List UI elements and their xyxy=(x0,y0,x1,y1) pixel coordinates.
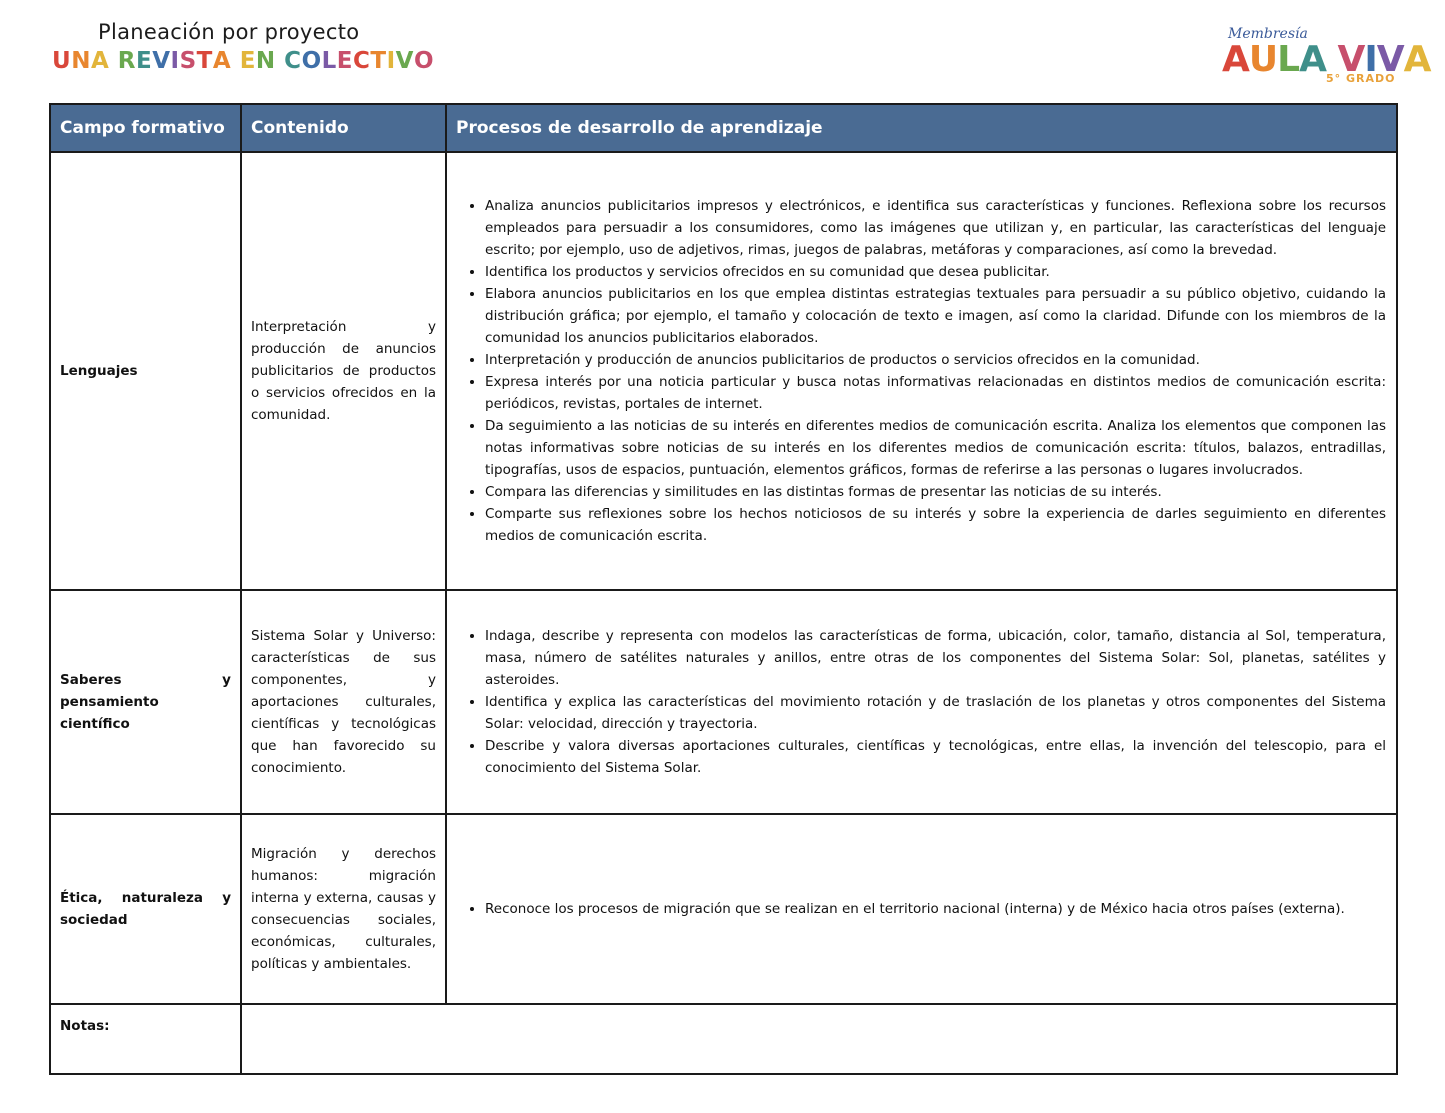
notas-label: Notas: xyxy=(50,1004,241,1074)
title-letter: I xyxy=(386,48,396,74)
notas-row xyxy=(50,1004,1397,1074)
procesos-list xyxy=(457,195,1386,547)
header-campo-formativo: Campo formativo xyxy=(50,104,241,152)
title-letter xyxy=(109,48,118,74)
page-subtitle: Planeación por proyecto xyxy=(98,20,360,44)
list-item: • Expresa interés por una noticia particular y busca notas informativas relacionadas en distintos medios de comunicación escrita: periódicos, revistas, portales de internet. xyxy=(485,371,1386,415)
list-item: • Identifica los productos y servicios ofrecidos en su comunidad que desea publicitar. xyxy=(485,261,1386,283)
title-letter xyxy=(231,48,240,74)
title-letter: O xyxy=(301,48,322,74)
title-letter: A xyxy=(212,48,232,74)
title-letter: E xyxy=(239,48,256,74)
logo-letter: I xyxy=(1364,39,1377,80)
table-row xyxy=(50,814,1397,1004)
title-letter: N xyxy=(71,48,91,74)
list-item: • Elabora anuncios publicitarios en los que emplea distintas estrategias textuales para persuadir a su público objetivo, cuidando la distribución gráfica; por ejemplo, el tamaño y colocación de texto e imagen, así como la claridad. Difunde con los miembros de la comunidad los anuncios publicitarios elaborados. xyxy=(485,283,1386,349)
procesos-cell xyxy=(446,590,1397,814)
title-block xyxy=(52,20,434,74)
title-letter: T xyxy=(196,48,213,74)
title-letter xyxy=(276,48,285,74)
title-letter: T xyxy=(370,48,387,74)
list-item: • Describe y valora diversas aportaciones culturales, científicas y tecnológicas, entre ellas, la invención del telescopio, para el conocimiento del Sistema Solar. xyxy=(485,735,1386,779)
title-letter: C xyxy=(353,48,371,74)
page-title xyxy=(52,48,434,74)
campo-cell: Lenguajes xyxy=(50,152,241,590)
list-item: • Comparte sus reflexiones sobre los hechos noticiosos de su interés y sobre la experiencia de darles seguimiento en diferentes medios de comunicación escrita. xyxy=(485,503,1386,547)
campo-cell: Saberes y pensamiento científico xyxy=(50,590,241,814)
procesos-cell xyxy=(446,814,1397,1004)
logo-letter: A xyxy=(1222,39,1249,80)
header-procesos: Procesos de desarrollo de aprendizaje xyxy=(446,104,1397,152)
list-item: • Analiza anuncios publicitarios impresos y electrónicos, e identifica sus características y funciones. Reflexiona sobre los recursos empleados para persuadir a los consumidores, como las imágenes que utilizan y, en particular, las características del lenguaje escrito; por ejemplo, uso de adjetivos, rimas, juegos de palabras, metáforas y comparaciones, así como la brevedad. xyxy=(485,195,1386,261)
campo-cell: Ética, naturaleza y sociedad xyxy=(50,814,241,1004)
aula-viva-logo xyxy=(1222,26,1431,88)
logo-letter: A xyxy=(1403,39,1431,80)
title-letter: V xyxy=(395,48,414,74)
procesos-cell xyxy=(446,152,1397,590)
table-header-row xyxy=(50,104,1397,152)
contenido-cell: Interpretación y producción de anuncios publicitarios de productos o servicios ofrecidos en la comunidad. xyxy=(241,152,446,590)
title-letter: E xyxy=(135,48,153,74)
list-item: • Interpretación y producción de anuncios publicitarios de productos o servicios ofrecidos en la comunidad. xyxy=(485,349,1386,371)
logo-letter: U xyxy=(1248,39,1278,80)
title-letter: V xyxy=(152,48,171,74)
logo-letter: V xyxy=(1337,39,1365,80)
title-letter: N xyxy=(255,48,276,74)
logo-letter: L xyxy=(1277,39,1300,80)
planning-table xyxy=(49,103,1398,1075)
list-item: • Reconoce los procesos de migración que se realizan en el territorio nacional (interna) y de México hacia otros países (externa). xyxy=(485,898,1386,920)
contenido-cell: Sistema Solar y Universo: características de sus componentes, y aportaciones culturales, científicas y tecnológicas que han favorecido su conocimiento. xyxy=(241,590,446,814)
logo-grade-text: 5° GRADO xyxy=(1326,72,1396,85)
logo-letter: V xyxy=(1376,39,1404,80)
table-row xyxy=(50,590,1397,814)
title-letter: L xyxy=(321,48,337,74)
table-row xyxy=(50,152,1397,590)
title-letter: R xyxy=(117,48,136,74)
title-letter: U xyxy=(52,48,72,74)
title-letter: C xyxy=(284,48,302,74)
title-letter: S xyxy=(179,48,197,74)
logo-membresia-text: Membresía xyxy=(1228,26,1308,42)
title-letter: O xyxy=(413,48,435,74)
logo-letter: A xyxy=(1299,39,1326,80)
list-item: • Identifica y explica las características del movimiento rotación y de traslación de los planetas y otros componentes del Sistema Solar: velocidad, dirección y trayectoria. xyxy=(485,691,1386,735)
title-letter: E xyxy=(336,48,353,74)
list-item: • Da seguimiento a las noticias de su interés en diferentes medios de comunicación escrita. Analiza los elementos que componen las notas informativas sobre noticias de su interés en los diferentes medios de comunicación escrita: títulos, balazos, entradillas, tipografías, usos de espacios, puntuación, elementos gráficos, formas de referirse a las personas o lugares involucrados. xyxy=(485,415,1386,481)
list-item: • Indaga, describe y representa con modelos las características de forma, ubicación, color, tamaño, distancia al Sol, temperatura, masa, número de satélites naturales y anillos, entre otras de los componentes del Sistema Solar: Sol, planetas, satélites y asteroides. xyxy=(485,625,1386,691)
contenido-cell: Migración y derechos humanos: migración interna y externa, causas y consecuencias sociales, económicas, culturales, políticas y ambientales. xyxy=(241,814,446,1004)
notas-field[interactable] xyxy=(241,1004,1397,1074)
header-contenido: Contenido xyxy=(241,104,446,152)
procesos-list xyxy=(457,625,1386,779)
procesos-list xyxy=(457,898,1386,920)
list-item: • Compara las diferencias y similitudes en las distintas formas de presentar las noticias de su interés. xyxy=(485,481,1386,503)
title-letter: I xyxy=(170,48,180,74)
title-letter: A xyxy=(90,48,110,74)
